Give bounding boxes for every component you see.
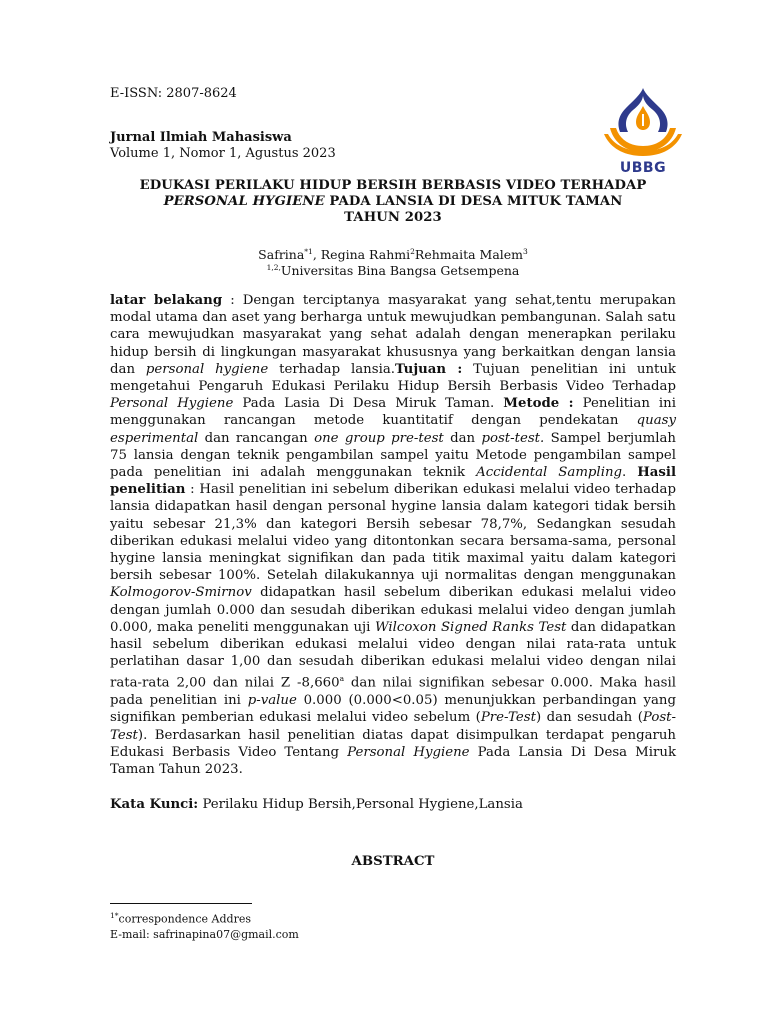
title-line-2-rest: PADA LANSIA DI DESA MITUK TAMAN: [324, 194, 623, 209]
title-line-1: EDUKASI PERILAKU HIDUP BERSIH BERBASIS VIDEO TERHADAP: [139, 178, 647, 193]
footnote-text: correspondence Addres: [118, 912, 251, 926]
abstract-segment: didapatkan hasil sebelum diberikan edukasi melalui video dengan jumlah 0.000 dan sesudah diberikan edukasi melalui video dengan jumlah 0.000, maka peneliti menggunakan uji: [110, 585, 676, 635]
abstract-italic: personal hygiene: [145, 361, 269, 377]
author-2-sup: 2: [410, 247, 415, 256]
footnote-sup: 1*: [110, 911, 119, 920]
author-3-sup: 3: [523, 247, 528, 256]
ubbg-emblem-icon: [600, 84, 686, 162]
issn-line: E-ISSN: 2807-8624: [110, 86, 237, 101]
abstract-italic: p-value: [247, 693, 297, 709]
abstract-italic: Wilcoxon Signed Ranks Test: [374, 619, 567, 635]
label-latar-belakang: latar belakang: [110, 293, 223, 308]
footnote-email: E-mail: safrinapina07@gmail.com: [110, 927, 299, 941]
title-italic-term: PERSONAL HYGIENE: [163, 194, 325, 209]
abstract-italic: post-test.: [481, 430, 545, 446]
affiliation: [110, 260, 676, 279]
abstract-italic: Post-Test: [110, 710, 676, 743]
abstract-segment: : Dengan terciptanya masyarakat yang sehat,tentu merupakan modal utama dan aset yang berharga untuk mewujudkan pembangunan. Salah satu cara mewujudkan masyarakat yang sehat adalah dengan menerapkan perilaku hidup bersih di lingkungan masyarakat khususnya yang berkaitkan dengan lansia dan: [110, 293, 676, 377]
abstract-segment: dan rancangan: [198, 430, 315, 446]
abstract-italic: quasy esperimental: [110, 413, 676, 446]
abstract-segment: ). Berdasarkan hasil penelitian diatas dapat disimpulkan terdapat pengaruh Edukasi Berbasis Video Tentang: [110, 727, 676, 760]
logo-text: UBBG: [619, 160, 667, 176]
footnote-divider: [110, 903, 252, 904]
ubbg-logo: [600, 84, 686, 180]
title-line-3: TAHUN 2023: [344, 210, 442, 225]
affiliation-name: Universitas Bina Bangsa Getsempena: [280, 263, 520, 279]
author-3: Rehmaita Malem: [414, 247, 524, 263]
keywords: [110, 796, 676, 813]
affiliation-sup: 1,2,: [266, 263, 281, 272]
footnote-line-1: [110, 908, 299, 927]
abstract-segment: terhadap lansia.: [268, 361, 395, 377]
abstract-italic: Kolmogorov-Smirnov: [110, 585, 252, 601]
keywords-label: Kata Kunci:: [110, 797, 199, 812]
abstract-segment: Penelitian ini menggunakan rancangan metode kuantitatif dengan pendekatan: [110, 396, 676, 429]
abstract-italic: Accidental Sampling: [476, 465, 623, 481]
abstract-segment: ) dan sesudah (: [535, 710, 643, 726]
abstract-segment: Sampel berjumlah 75 lansia dengan teknik pengambilan sampel yaitu Metode pengambilan sampel pada penelitian ini adalah menggunakan teknik: [110, 430, 676, 481]
paper-title: [110, 178, 676, 226]
abstract-text: [110, 292, 676, 778]
abstract-italic: Personal Hygiene: [347, 744, 470, 760]
abstract-sup: a: [339, 674, 345, 684]
abstract-italic: Pre-Test: [480, 710, 536, 726]
author-2: , Regina Rahmi: [312, 247, 411, 263]
keywords-value: Perilaku Hidup Bersih,Personal Hygiene,Lansia: [198, 797, 523, 812]
title-line-2: [110, 194, 676, 210]
abstract-segment: .: [622, 465, 638, 481]
abstract-segment: dan nilai signifikan sebesar 0.000. Maka hasil pada penelitian ini: [110, 675, 676, 709]
journal-name: Jurnal Ilmiah Mahasiswa: [110, 130, 292, 145]
abstract-segment: dan didapatkan hasil sebelum diberikan edukasi melalui video dengan nilai rata-rata untuk perlatihan dasar 1,00 dan sesudah diberikan edukasi melalui video dengan nilai rata-rata 2,00 dan nilai Z -8,660: [110, 619, 676, 691]
abstract-segment: : Hasil penelitian ini sebelum diberikan edukasi melalui video terhadap lansia didapatkan hasil dengan personal hygine lansia dalam kategori tidak bersih yaitu sebesar 21,3% dan kategori Bersih sebesar 78,7%, Sedangkan sesudah diberikan edukasi melalui video yang ditontonkan secara bersama-sama, personal hygine lansia meningkat signifikan dan pada titik maximal yaitu dalam kategori bersih sebesar 100%. Setelah dilakukannya uji normalitas dengan menggunakan: [110, 482, 676, 584]
label-tujuan: Tujuan :: [394, 361, 463, 377]
footnote: [110, 908, 299, 942]
journal-volume: Volume 1, Nomor 1, Agustus 2023: [110, 146, 336, 161]
abstract-italic: Personal Hygiene: [110, 396, 234, 412]
abstract-segment: Pada Lasia Di Desa Miruk Taman.: [233, 396, 504, 412]
journal-info: [110, 130, 336, 162]
abstract-heading: ABSTRACT: [351, 854, 435, 869]
abstract-segment: dan: [443, 430, 482, 446]
abstract-segment: Pada Lansia Di Desa Miruk Taman Tahun 2023.: [110, 744, 676, 777]
abstract-segment: Tujuan penelitian ini untuk mengetahui Pengaruh Edukasi Perilaku Hidup Bersih Berbasis Video Terhadap: [110, 361, 676, 395]
abstract-segment: 0.000 (0.000<0.05) menunjukkan perbandingan yang signifikan pemberian edukasi melalui video sebelum (: [110, 693, 676, 726]
label-metode: Metode :: [503, 396, 574, 412]
abstract-italic: one group pre-test: [314, 430, 444, 446]
author-1: Safrina: [258, 247, 305, 263]
label-hasil-penelitian: Hasil penelitian: [110, 465, 677, 498]
author-1-sup: *1: [304, 247, 313, 256]
